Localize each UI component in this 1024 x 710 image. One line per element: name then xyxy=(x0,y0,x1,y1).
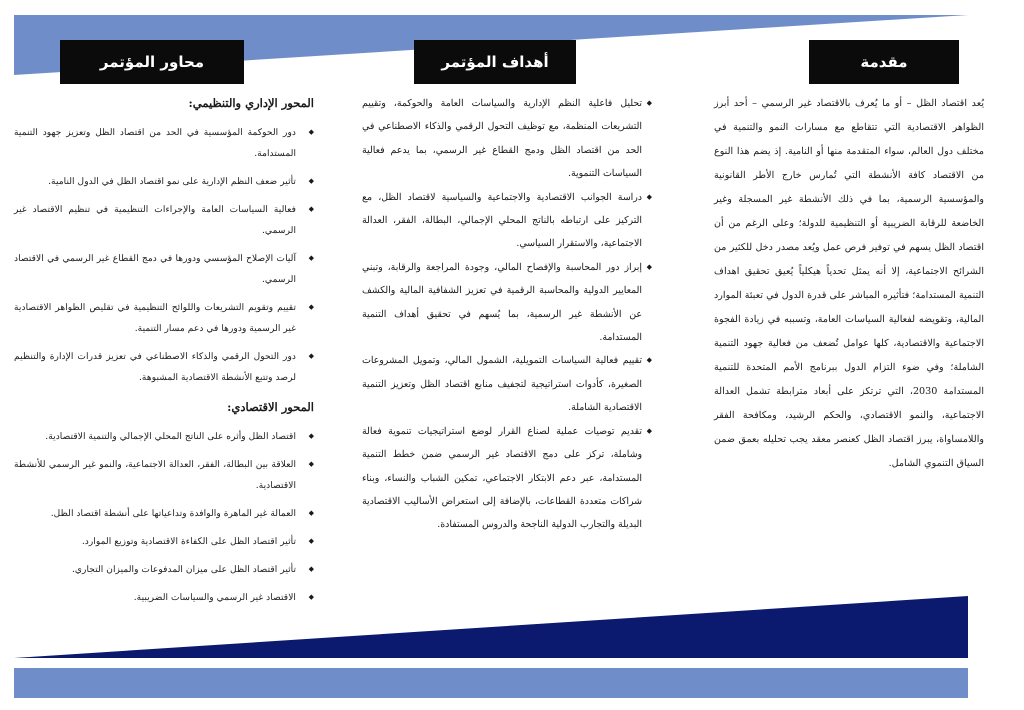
introduction-column xyxy=(714,40,984,486)
objective-item: ◆ دراسة الجوانب الاقتصادية والاجتماعية والسياسية لاقتصاد الظل، مع التركيز على ارتباطه بالناتج المحلي الإجمالي، البطالة، الفقر، العدالة الاجتماعية، والاستقرار السياسي. xyxy=(362,186,652,256)
objective-item: ◆ إبراز دور المحاسبة والإفصاح المالي، وجودة المراجعة والرقابة، وتبني المعايير الدولية والمحاسبة الرقمية في تعزيز الشفافية المالية والكشف عن الأنشطة غير الرسمية، بما يُسهم في تحقيق أهداف التنمية المستدامة. xyxy=(362,256,652,350)
admin-axis-item: ◆ آليات الإصلاح المؤسسي ودورها في دمج القطاع غير الرسمي في الاقتصاد الرسمي. xyxy=(14,248,320,290)
admin-axis-list xyxy=(14,122,320,388)
economic-axis-item: ◆ تأثير اقتصاد الظل على الكفاءة الاقتصادية وتوزيع الموارد. xyxy=(14,531,320,552)
footer-light-blue-bar xyxy=(14,668,968,698)
objective-item: ◆ تحليل فاعلية النظم الإدارية والسياسات العامة والحوكمة، وتقييم التشريعات المنظمة، مع توظيف التحول الرقمي والذكاء الاصطناعي في الحد من اقتصاد الظل ودمج القطاع غير الرسمي، بما يدعم فعالية السياسات التنموية. xyxy=(362,92,652,186)
admin-axis-item: ◆ فعالية السياسات العامة والإجراءات التنظيمية في تنظيم الاقتصاد غير الرسمي. xyxy=(14,199,320,241)
introduction-heading: مقدمة xyxy=(809,40,959,84)
admin-axis-title: المحور الإداري والتنظيمي: xyxy=(188,96,314,110)
economic-axis-item: ◆ تأثير اقتصاد الظل على ميزان المدفوعات والميزان التجاري. xyxy=(14,559,320,580)
economic-axis-title: المحور الاقتصادي: xyxy=(227,400,314,414)
objectives-list xyxy=(362,92,652,537)
economic-axis-item: ◆ الاقتصاد غير الرسمي والسياسات الضريبية. xyxy=(14,587,320,608)
economic-axis-item: ◆ العلاقة بين البطالة، الفقر، العدالة الاجتماعية، والنمو غير الرسمي للأنشطة الاقتصادية. xyxy=(14,454,320,496)
admin-axis-item: ◆ تقييم وتقويم التشريعات واللوائح التنظيمية في تقليص الظواهر الاقتصادية غير الرسمية ودورها في دعم مسار التنمية. xyxy=(14,297,320,339)
axes-column xyxy=(14,40,320,615)
objectives-column xyxy=(362,40,652,537)
admin-axis-item: ◆ تأثير ضعف النظم الإدارية على نمو اقتصاد الظل في الدول النامية. xyxy=(14,171,320,192)
economic-axis-item: ◆ اقتصاد الظل وأثره على الناتج المحلي الإجمالي والتنمية الاقتصادية. xyxy=(14,426,320,447)
economic-axis-item: ◆ العمالة غير الماهرة والوافدة وتداعياتها على أنشطة اقتصاد الظل. xyxy=(14,503,320,524)
axes-heading: محاور المؤتمر xyxy=(60,40,244,84)
objectives-heading: أهداف المؤتمر xyxy=(414,40,576,84)
objective-item: ◆ تقييم فعالية السياسات التمويلية، الشمول المالي، وتمويل المشروعات الصغيرة، كأدوات استراتيجية لتجفيف منابع اقتصاد الظل وتعزيز التنمية الاقتصادية الشاملة. xyxy=(362,349,652,419)
admin-axis-item: ◆ دور التحول الرقمي والذكاء الاصطناعي في تعزيز قدرات الإدارة والتنظيم لرصد وتتبع الأنشطة الاقتصادية المشبوهة. xyxy=(14,346,320,388)
economic-axis-list xyxy=(14,426,320,608)
introduction-text: يُعد اقتصاد الظل – أو ما يُعرف بالاقتصاد غير الرسمي – أحد أبرز الظواهر الاقتصادية التي تتقاطع مع مسارات النمو والتنمية في مختلف دول العالم، سواء المتقدمة منها أو النامية. إذ يضم هذا النوع من الاقتصاد كافة الأنشطة التي تُمارس خارج الأطر القانونية والمؤسسية الرسمية، بما في ذلك الأنشطة غير المسجلة وغير الخاضعة للرقابة الضريبية أو التنظيمية للدولة؛ وعلى الرغم من أن اقتصاد الظل يسهم في توفير فرص عمل ويُعد مصدر دخل للكثير من الشرائح الاجتماعية، إلا أنه يمثل تحدياً هيكلياً يُعيق تحقيق اهداف التنمية المستدامة؛ فتأثيره المباشر على قدرة الدول في تعبئة الموارد المالية، وتقويضه لفعالية السياسات العامة، وتسببه في زيادة الفجوة الاجتماعية والاقتصادية، كلها عوامل تُضعف من فعالية جهود التنمية الشاملة؛ وفي ضوء التزام الدول ببرنامج الأمم المتحدة للتنمية المستدامة 2030، التي ترتكز على أبعاد مترابطة تشمل العدالة الاجتماعية، والنمو الاقتصادي، والحكم الرشيد، ومكافحة الفقر واللامساواة، يبرز اقتصاد الظل كعنصر معقد يجب تحليله بعمق ضمن السياق التنموي الشامل. xyxy=(714,98,985,469)
admin-axis-item: ◆ دور الحوكمة المؤسسية في الحد من اقتصاد الظل وتعزيز جهود التنمية المستدامة. xyxy=(14,122,320,164)
objective-item: ◆ تقديم توصيات عملية لصناع القرار لوضع استراتيجيات تنموية فعالة وشاملة، تركز على دمج الاقتصاد غير الرسمي ضمن خطط التنمية المستدامة، عبر دعم الابتكار الاجتماعي، تمكين الشباب والنساء، وبناء شراكات متعددة القطاعات، بالإضافة إلى استعراض الأساليب الاقتصادية البديلة والتجارب الدولية الناجحة والدروس المستفادة. xyxy=(362,420,652,537)
